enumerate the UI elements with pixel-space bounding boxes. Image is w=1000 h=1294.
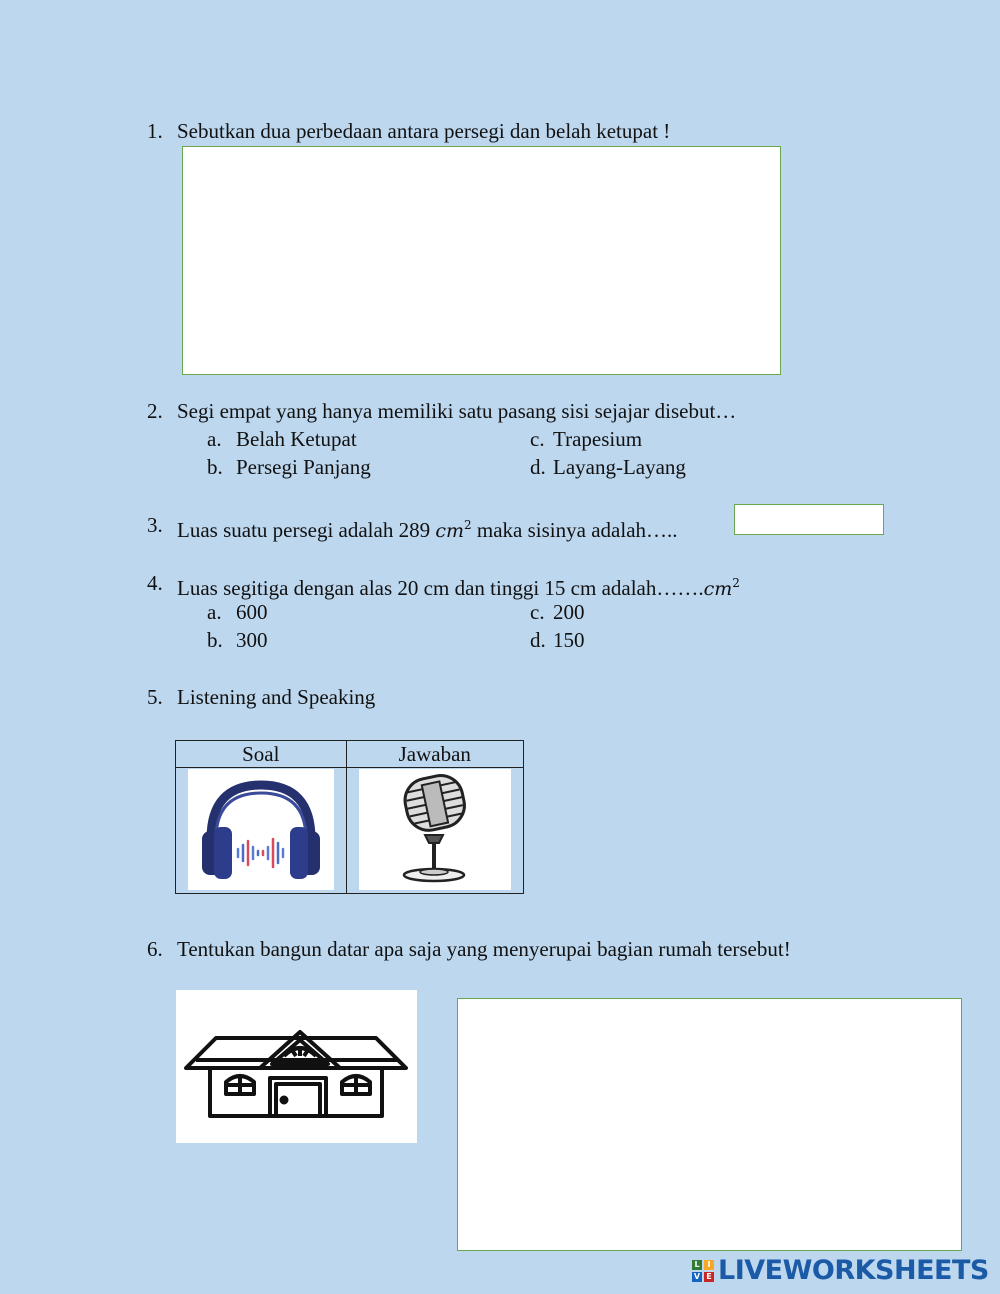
q3-number: 3.	[147, 513, 163, 537]
table-header-jawaban: Jawaban	[346, 741, 523, 768]
q3-text	[177, 513, 678, 543]
table-header-soal: Soal	[176, 741, 347, 768]
q1-answer-box[interactable]	[182, 146, 781, 375]
q4-unit: $cm^2$	[703, 576, 740, 600]
q4-number: 4.	[147, 571, 163, 595]
house-icon	[176, 990, 417, 1143]
listening-speaking-table	[175, 740, 524, 894]
q2-option-c-letter: c.	[530, 427, 545, 451]
q3-unit: $cm^2$	[435, 518, 472, 542]
logo-mark-icon: L I V E	[692, 1260, 714, 1282]
q4-text: Luas segitiga dengan alas 20 cm dan tinggi 15 cm $adalah\dots\dots.cm^2$	[177, 576, 740, 600]
q4-option-c-letter: c.	[530, 600, 545, 624]
brand-name: LIVEWORKSHEETS	[718, 1255, 989, 1286]
q5-number: 5.	[147, 685, 163, 709]
q1-number: 1.	[147, 119, 163, 143]
headphones-icon[interactable]	[188, 769, 334, 890]
q4-option-c[interactable]: 200	[553, 600, 585, 624]
q1-text: Sebutkan dua perbedaan antara persegi dan belah ketupat !	[177, 119, 671, 143]
q2-option-d-letter: d.	[530, 455, 546, 479]
q2-option-b[interactable]: Persegi Panjang	[236, 455, 371, 479]
q4-option-a[interactable]: 600	[236, 600, 268, 624]
q4-option-d[interactable]: 150	[553, 628, 585, 652]
q6-text: Tentukan bangun datar apa saja yang menyerupai bagian rumah tersebut!	[177, 937, 791, 961]
q4-option-d-letter: d.	[530, 628, 546, 652]
q2-option-d[interactable]: Layang-Layang	[553, 455, 686, 479]
q6-number: 6.	[147, 937, 163, 961]
microphone-icon[interactable]	[359, 769, 511, 890]
q2-text: Segi empat yang hanya memiliki satu pasang sisi sejajar disebut…	[177, 399, 737, 423]
q3-answer-input[interactable]	[734, 504, 884, 535]
q4-option-b-letter: b.	[207, 628, 223, 652]
q2-option-a-letter: a.	[207, 427, 222, 451]
q3-text-before: Luas suatu persegi adalah 289	[177, 518, 436, 542]
q6-answer-box[interactable]	[457, 998, 962, 1251]
q2-option-b-letter: b.	[207, 455, 223, 479]
q2-number: 2.	[147, 399, 163, 423]
q2-option-c[interactable]: Trapesium	[553, 427, 643, 451]
q2-option-a[interactable]: Belah Ketupat	[236, 427, 357, 451]
q4-option-a-letter: a.	[207, 600, 222, 624]
q3-text-after: maka sisinya adalah…..	[471, 518, 678, 542]
q4-option-b[interactable]: 300	[236, 628, 268, 652]
liveworksheets-logo[interactable]	[692, 1255, 989, 1286]
q5-text: Listening and Speaking	[177, 685, 376, 709]
